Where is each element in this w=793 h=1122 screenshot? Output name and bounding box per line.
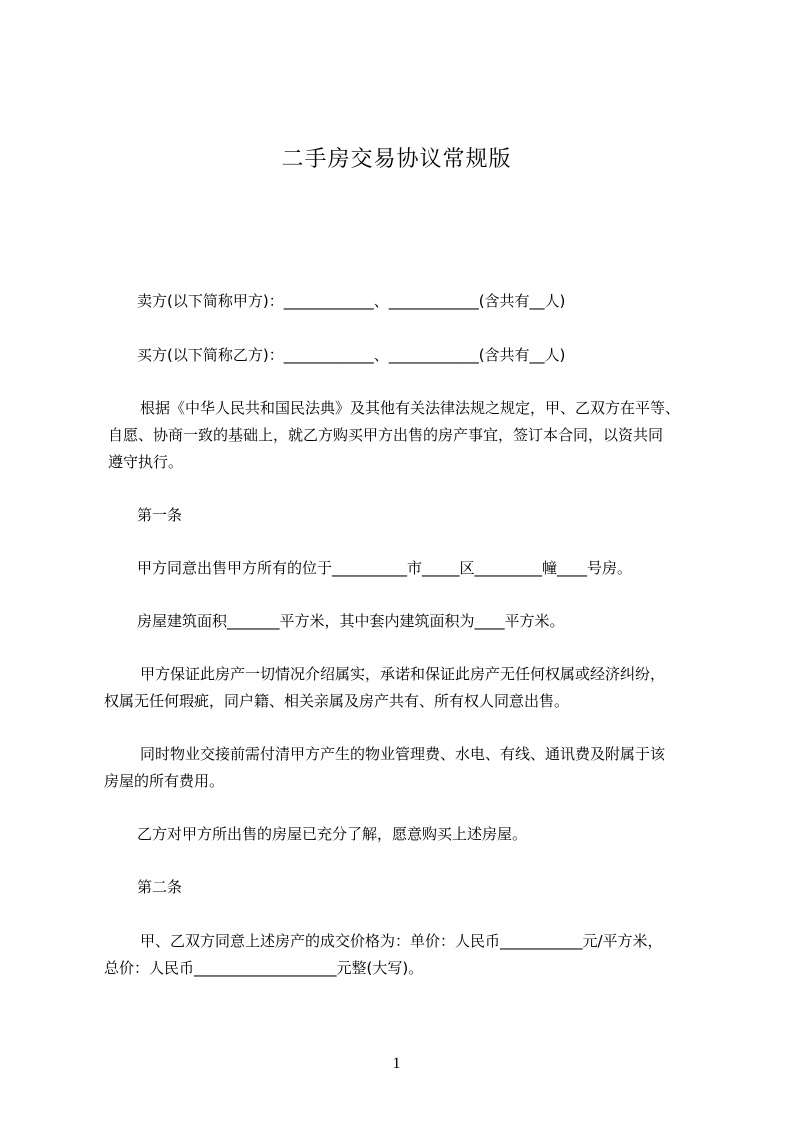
intro-paragraph-line-3: 遵守执行。 bbox=[108, 453, 184, 471]
fees-paragraph-line-1: 同时物业交接前需付清甲方产生的物业管理费、水电、有线、通讯费及附属于该 bbox=[140, 745, 666, 763]
buyer-line: 买方(以下简称乙方)：____________、____________(含共有__人) bbox=[137, 346, 566, 364]
article-1-heading: 第一条 bbox=[137, 506, 183, 524]
article-2-heading: 第二条 bbox=[137, 878, 183, 896]
intro-paragraph-line-1: 根据《中华人民共和国民法典》及其他有关法律法规之规定，甲、乙双方在平等、 bbox=[140, 399, 681, 417]
property-area-line: 房屋建筑面积_______平方米，其中套内建筑面积为____平方米。 bbox=[137, 612, 565, 630]
price-paragraph-line-1: 甲、乙双方同意上述房产的成交价格为：单价：人民币___________元/平方米， bbox=[140, 932, 663, 950]
guarantee-paragraph-line-1: 甲方保证此房产一切情况介绍属实，承诺和保证此房产无任何权属或经济纠纷， bbox=[140, 665, 666, 683]
property-location-line: 甲方同意出售甲方所有的位于__________市_____区_________幢____号房。 bbox=[137, 559, 633, 577]
guarantee-paragraph-line-2: 权属无任何瑕疵，同户籍、相关亲属及房产共有、所有权人同意出售。 bbox=[104, 692, 570, 710]
document-title: 二手房交易协议常规版 bbox=[281, 147, 512, 172]
price-paragraph-line-2: 总价：人民币___________________元整(大写)。 bbox=[104, 959, 424, 977]
seller-line: 卖方(以下简称甲方)：____________、____________(含共有__人) bbox=[137, 292, 566, 310]
fees-paragraph-line-2: 房屋的所有费用。 bbox=[104, 772, 225, 790]
intro-paragraph-line-2: 自愿、协商一致的基础上，就乙方购买甲方出售的房产事宜，签订本合同，以资共同 bbox=[108, 426, 664, 444]
page-number: 1 bbox=[392, 1055, 401, 1072]
buyer-acknowledgement-line: 乙方对甲方所出售的房屋已充分了解，愿意购买上述房屋。 bbox=[137, 825, 528, 843]
